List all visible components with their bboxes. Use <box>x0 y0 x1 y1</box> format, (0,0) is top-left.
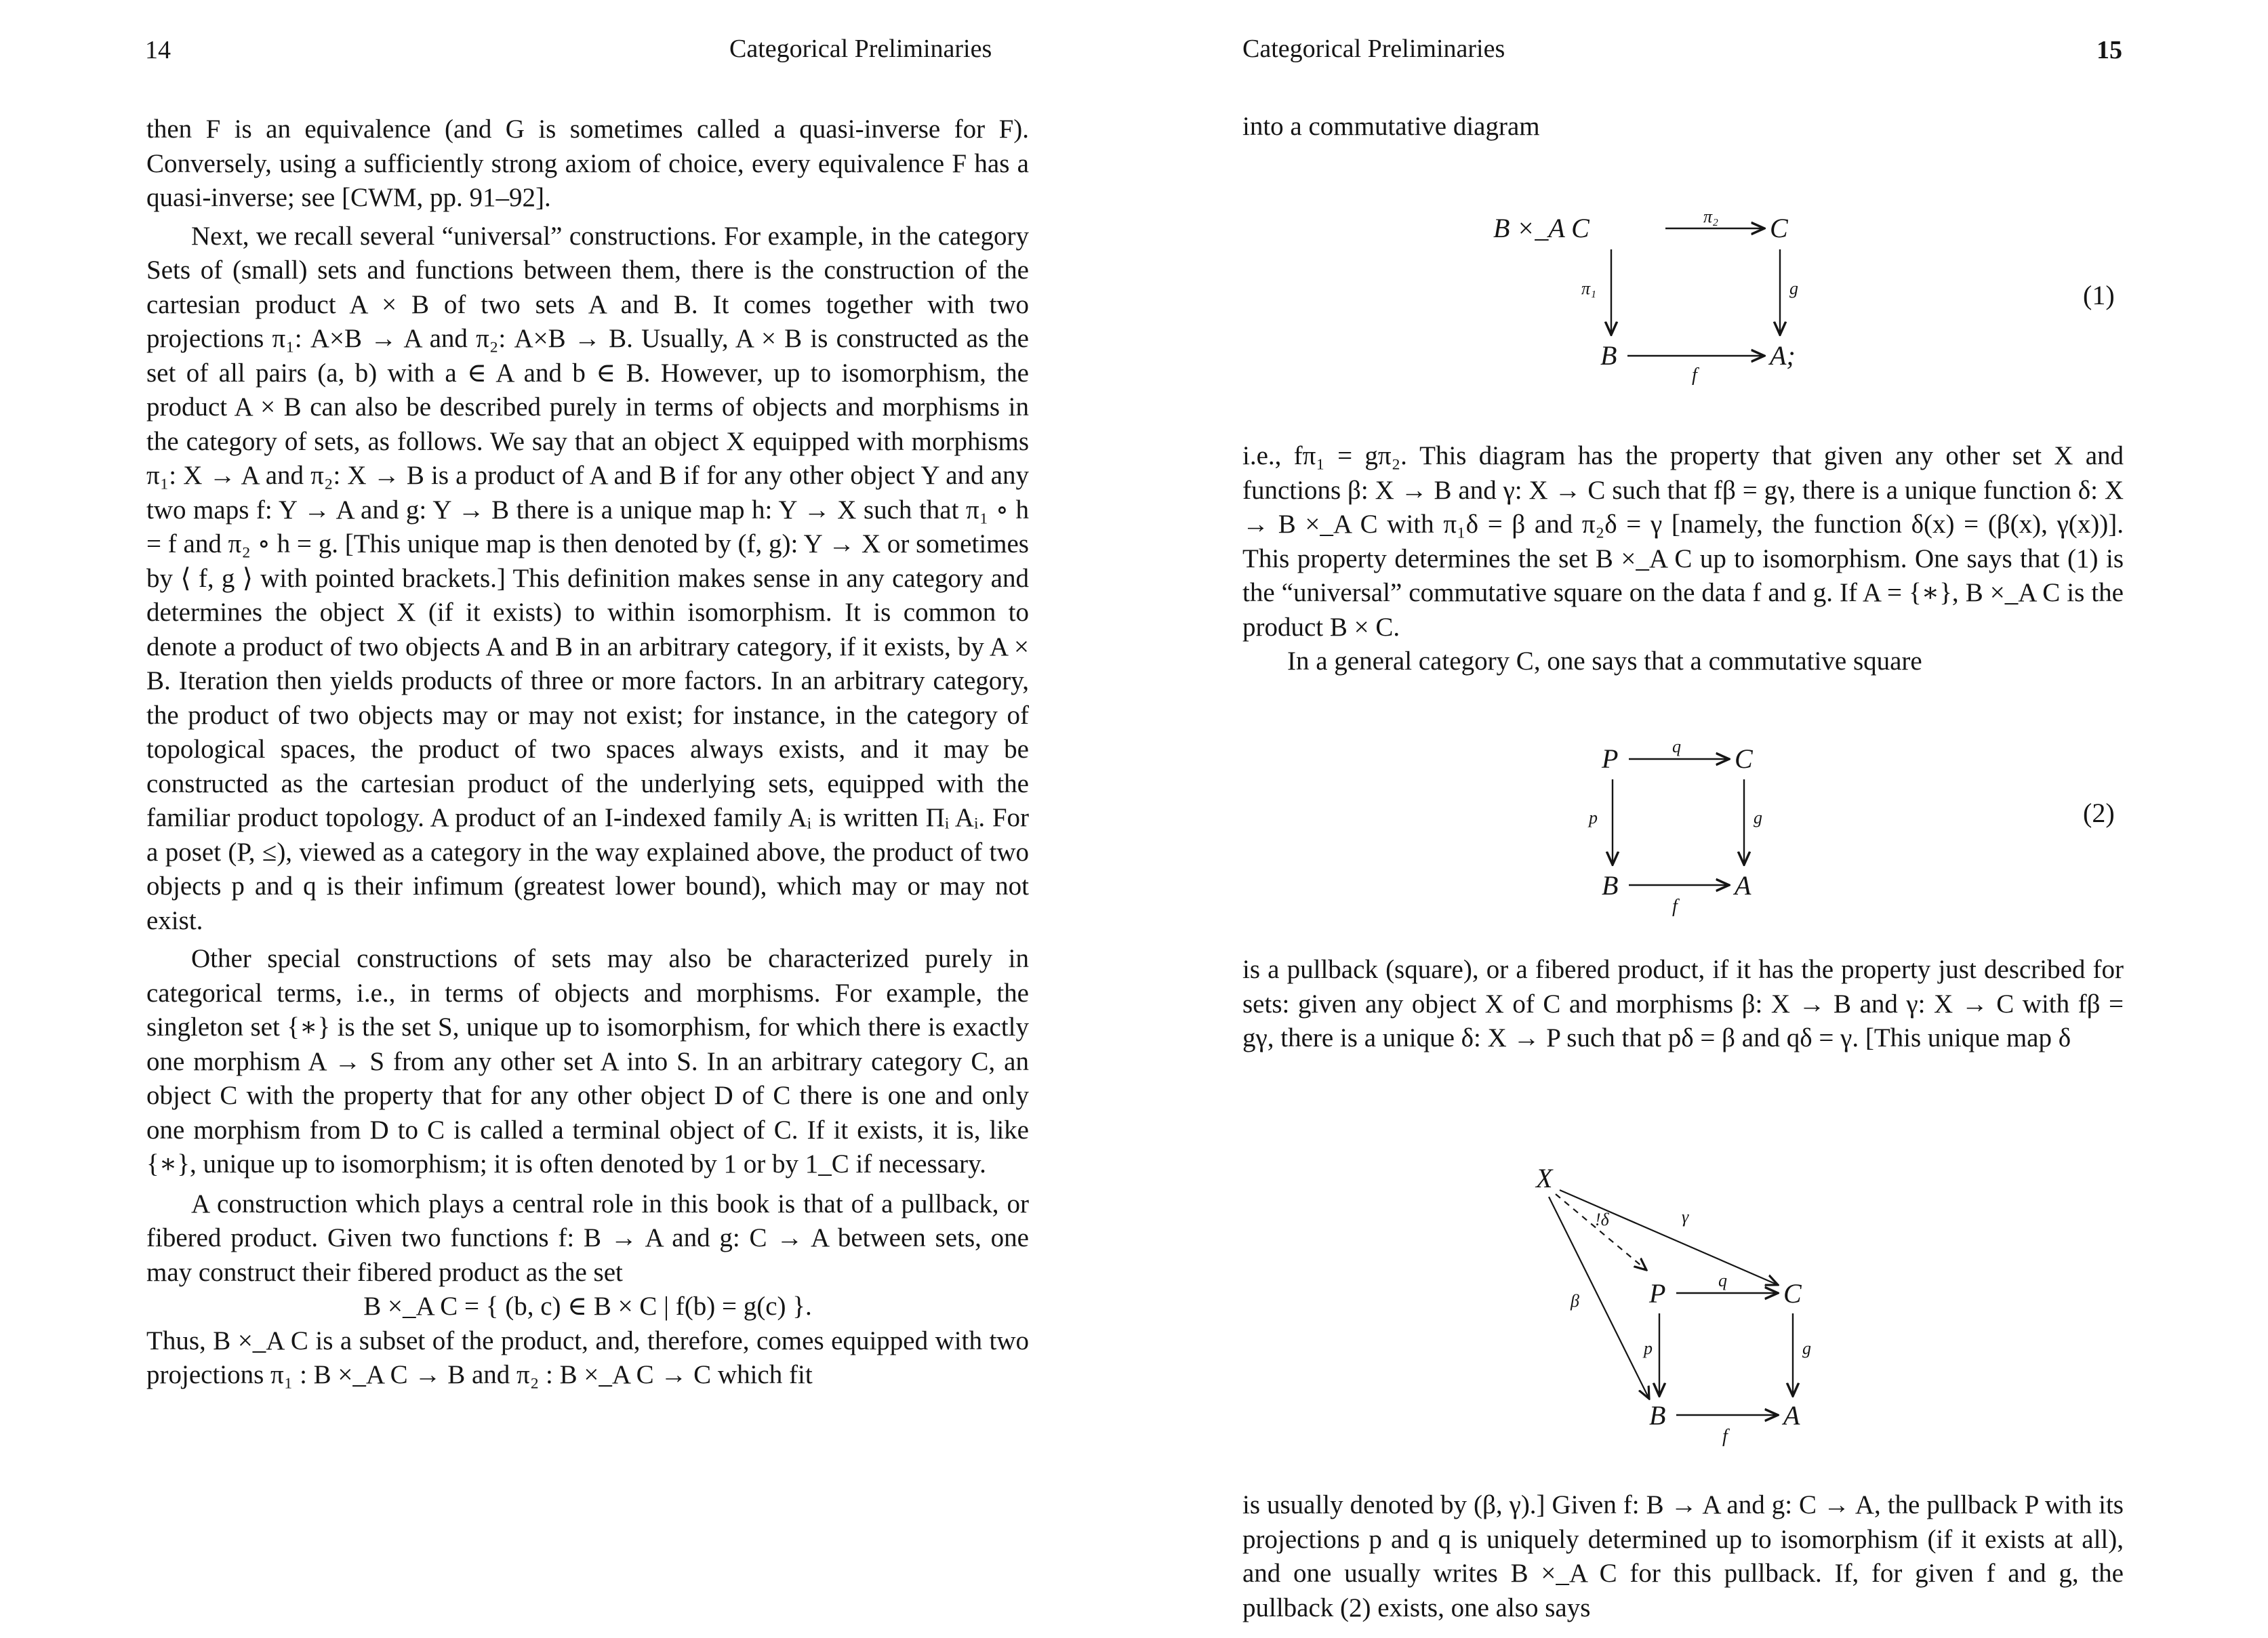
paragraph-general-category: In a general category C, one says that a commutative square <box>1287 647 1922 676</box>
d1-node-bottom-left: B <box>1600 340 1617 371</box>
d3-node-top-left: P <box>1649 1278 1666 1309</box>
equation-number-2: (2) <box>2083 798 2115 828</box>
d1-node-bottom-right: A; <box>1770 340 1796 371</box>
paragraph-projections: Thus, B ×_A C is a subset of the product, and, therefore, comes equipped with two projections π₁ : B ×_A C → B and π₂ : B ×_A C → C which fit <box>146 1326 1029 1389</box>
paragraph-pullback-definition: is a pullback (square), or a fibered product, if it has the property just described for sets: given any object X of C and morphisms β: X → B and γ: X → C with fβ = gγ, there is a unique δ: X → P such that pδ = β and qδ = γ. [This unique map δ <box>1242 955 2124 1052</box>
paragraph-pullback-notation: is usually denoted by (β, γ).] Given f: B → A and g: C → A, the pullback P with its projections p and q is uniquely determined up to isomorphism (if it exists at all), and one usually writes B ×_A C for this pullback. If, for given f and g, the pullback (2) exists, one also says <box>1242 1490 2124 1622</box>
page-number-left: 14 <box>145 36 171 64</box>
d1-label-right: g <box>1789 279 1798 298</box>
d3-node-bottom-left: B <box>1649 1400 1666 1431</box>
display-equation-fibered-product: B ×_A C = { (b, c) ∈ B × C | f(b) = g(c) }. <box>363 1292 812 1321</box>
d3-arrow-delta <box>1556 1194 1646 1270</box>
d2-label-top: q <box>1672 737 1681 756</box>
right-text-block-1 <box>1242 439 2124 679</box>
d2-label-right: g <box>1754 808 1762 827</box>
paragraph-universal-square: i.e., fπ₁ = gπ₂. This diagram has the property that given any other set X and functions β: X → B and γ: X → C such that fβ = gγ, there is a unique function δ: X → B ×_A C with π₁δ = β and π₂δ = γ [namely, the function δ(x) = (β(x), γ(x))]. This property determines the set B ×_A C up to isomorphism. One says that (1) is the “universal” commutative square on the data f and g. If A = {∗}, B ×_A C is the product B × C. <box>1242 441 2124 642</box>
page-number-right: 15 <box>2097 36 2122 64</box>
d1-label-left: π₁ <box>1581 279 1597 298</box>
right-text-block-3 <box>1242 1488 2124 1625</box>
d3-label-top: q <box>1718 1271 1727 1290</box>
d3-label-beta: β <box>1571 1291 1579 1311</box>
paragraph-terminal-object: Other special constructions of sets may also be characterized purely in categorical terms, i.e., in terms of objects and morphisms. For example, the singleton set {∗} is the set S, unique up to isomorphism, for which there is exactly one morphism A → S from any other set A into S. In an arbitrary category C, an object C with the property that for any other object D of C there is one and only one morphism from D to C is called a terminal object of C. If it exists, it is, like {∗}, unique up to isomorphism; it is often denoted by 1 or by 1_C if necessary. <box>146 944 1029 1179</box>
d2-node-top-left: P <box>1602 743 1619 774</box>
d2-label-left: p <box>1589 808 1598 827</box>
paragraph-products: Next, we recall several “universal” constructions. For example, in the category Sets of (small) sets and functions between them, there is the construction of the cartesian product A × B of two sets A and B. It comes together with two projections π₁: A×B → A and π₂: A×B → B. Usually, A × B is constructed as the set of all pairs (a, b) with a ∈ A and b ∈ B. However, up to isomorphism, the product A × B can also be described purely in terms of objects and morphisms in the category of sets, as follows. We say that an object X equipped with morphisms π₁: X → A and π₂: X → B is a product of A and B if for any other object Y and any two maps f: Y → A and g: Y → B there is a unique map h: Y → X such that π₁ ∘ h = f and π₂ ∘ h = g. [This unique map is then denoted by (f, g): Y → X or sometimes by ⟨ f, g ⟩ with pointed brackets.] This definition makes sense in any category and determines the object X (if it exists) to within isomorphism. It is common to denote a product of two objects A and B in an arbitrary category, if it exists, by A × B. Iteration then yields products of three or more factors. In an arbitrary category, the product of two objects may or may not exist; for instance, in the category of topological spaces, the product of two spaces always exists, and it may be constructed as the cartesian product of the underlying sets, equipped with the familiar product topology. A product of an I-indexed family Aᵢ is written Πᵢ Aᵢ. For a poset (P, ≤), viewed as a category in the way explained above, the product of two objects p and q is their infimum (greatest lower bound), which may or may not exist. <box>146 221 1029 935</box>
right-text-block-2 <box>1242 953 2124 1056</box>
equation-number-1: (1) <box>2083 280 2115 310</box>
diagram-3-universal-property <box>1134 1152 2268 1450</box>
d2-node-top-right: C <box>1735 743 1753 774</box>
paragraph-pullback-intro: A construction which plays a central role in this book is that of a pullback, or fibered product. Given two functions f: B → A and g: C → A between sets, one may construct their fibered product as the set <box>146 1189 1029 1287</box>
d1-label-bottom: f <box>1692 365 1697 386</box>
d1-label-top: π₂ <box>1703 207 1719 226</box>
d3-arrow-gamma <box>1560 1190 1778 1285</box>
d1-node-top-right: C <box>1770 213 1788 243</box>
paragraph-equivalence: then F is an equivalence (and G is sometimes called a quasi-inverse for F). Conversely, using a sufficiently strong axiom of choice, every equivalence F has a quasi-inverse; see [CWM, pp. 91–92]. <box>146 115 1029 212</box>
intro-line: into a commutative diagram <box>1242 112 1540 141</box>
d3-label-left: p <box>1644 1338 1653 1358</box>
d2-node-bottom-right: A <box>1735 870 1751 901</box>
running-head-right: Categorical Preliminaries <box>1242 35 1505 63</box>
d3-node-apex: X <box>1536 1163 1553 1193</box>
d3-label-right: g <box>1802 1338 1811 1358</box>
d3-node-bottom-right: A <box>1783 1400 1800 1431</box>
d3-label-bottom: f <box>1722 1426 1728 1447</box>
right-page <box>1134 0 2268 1638</box>
d3-label-delta: !δ <box>1595 1210 1609 1229</box>
d1-node-top-left: B ×_A C <box>1493 213 1589 243</box>
running-head-left: Categorical Preliminaries <box>729 35 992 63</box>
d2-label-bottom: f <box>1672 896 1678 917</box>
d3-label-gamma: γ <box>1682 1207 1689 1227</box>
d3-node-top-right: C <box>1783 1278 1802 1309</box>
d2-node-bottom-left: B <box>1602 870 1619 901</box>
left-column <box>146 112 1029 1393</box>
